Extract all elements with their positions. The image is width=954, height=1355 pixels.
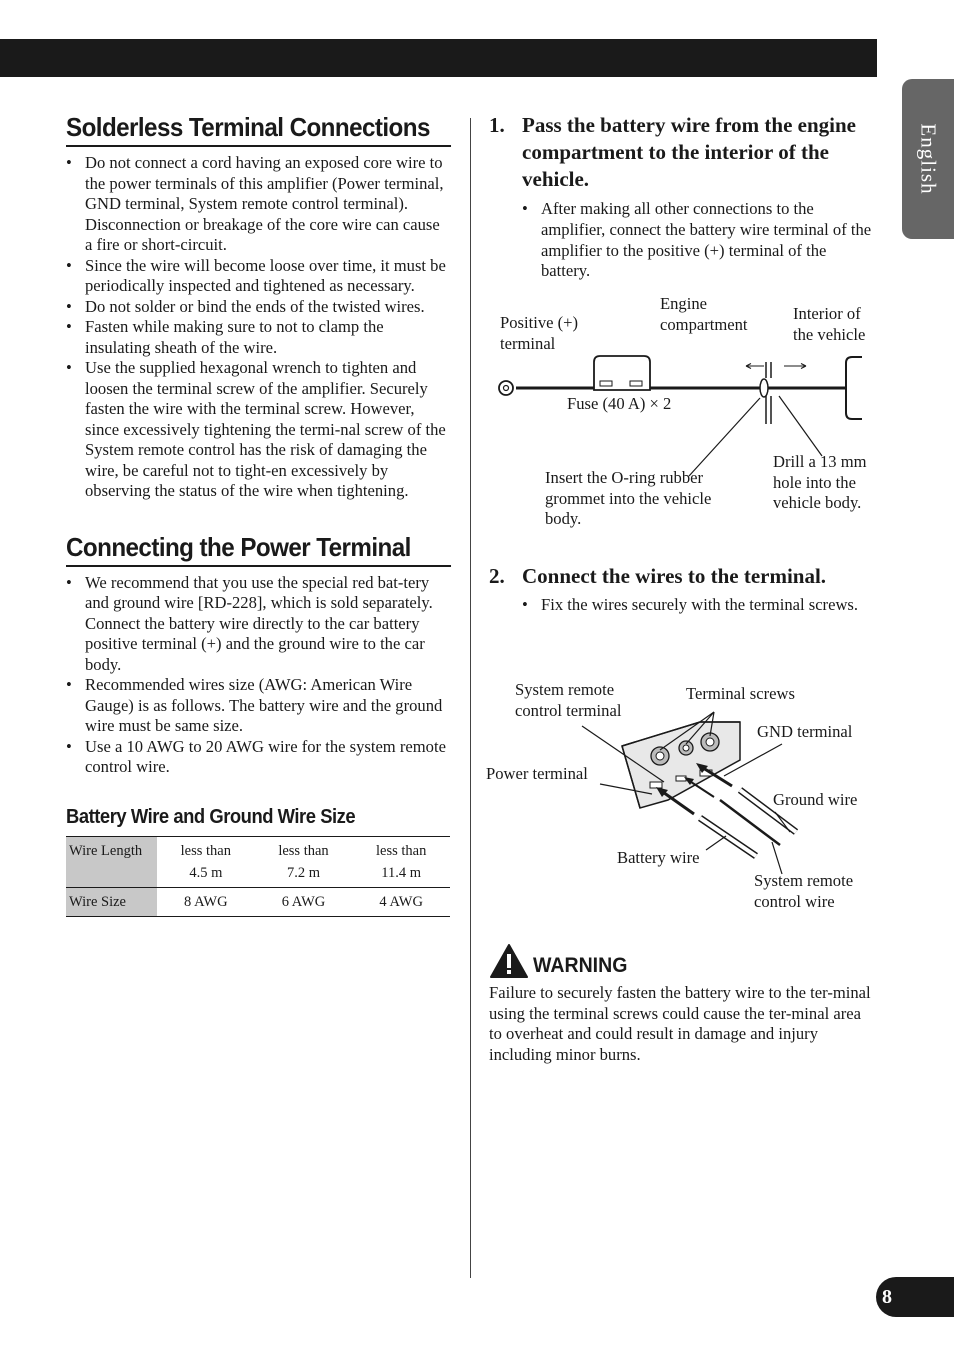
step-1: [489, 112, 879, 193]
warning-block: [489, 943, 874, 1065]
warning-icon: [489, 943, 529, 979]
fuse-label: Fuse (40 A) × 2: [567, 394, 672, 413]
step-2: [489, 563, 879, 590]
solderless-title: Solderless Terminal Connections: [66, 112, 451, 147]
page-number: 8: [876, 1277, 954, 1317]
list-item: • Do not connect a cord having an exposed core wire to the power terminals of this amplifier (Power terminal, GND terminal, System remote control terminal). Disconnection or breakage of the core wire can cause a fire or short-circuit.: [66, 153, 450, 256]
warning-title: WARNING: [533, 954, 628, 977]
system-remote-terminal-label: System remote control terminal: [515, 680, 622, 720]
table-row: [66, 887, 450, 916]
wire-size-title: Battery Wire and Ground Wire Size: [66, 805, 356, 828]
left-column: [66, 112, 450, 917]
drill-label: Drill a 13 mm hole into the vehicle body.: [773, 452, 867, 512]
list-item: • Recommended wires size (AWG: American Wire Gauge) is as follows. The battery wire and the ground wire must be same size.: [66, 675, 450, 737]
battery-wire-label: Battery wire: [617, 848, 700, 867]
positive-terminal-label: Positive (+) terminal: [500, 313, 579, 353]
warning-header: [489, 943, 874, 979]
interior-label: Interior of the vehicle: [793, 304, 866, 344]
terminal-screws-label: Terminal screws: [686, 684, 795, 703]
step-text: Pass the battery wire from the engine compartment to the interior of the vehicle.: [522, 113, 856, 191]
header-bar: [0, 39, 877, 77]
list-item: • After making all other connections to the amplifier, connect the battery wire terminal of the amplifier to the positive (+) terminal of the battery.: [522, 199, 879, 282]
grommet-label: Insert the O-ring rubber grommet into the vehicle body.: [545, 468, 712, 528]
warning-text: Failure to securely fasten the battery wire to the ter-minal using the terminal screws could cause the ter-minal area to overheat and could result in damage and injury including minor burns.: [489, 983, 871, 1064]
list-item: • We recommend that you use the special red bat-tery and ground wire [RD-228], which is sold separately. Connect the battery wire directly to the car battery positive terminal (+) and the ground wire to the car body.: [66, 573, 450, 676]
list-item: • Do not solder or bind the ends of the twisted wires.: [66, 297, 450, 318]
right-column: [489, 112, 879, 282]
list-item: • Fix the wires securely with the terminal screws.: [522, 595, 879, 616]
table-cell: 6 AWG: [255, 887, 353, 916]
list-item: • Since the wire will become loose over time, it must be periodically inspected and tightened as necessary.: [66, 256, 450, 297]
step-text: Connect the wires to the terminal.: [522, 564, 827, 588]
list-item: • Use a 10 AWG to 20 AWG wire for the system remote control wire.: [66, 737, 450, 778]
language-tab[interactable]: [902, 79, 954, 239]
table-cell: less than 7.2 m: [255, 836, 353, 887]
grommet-icon: [760, 379, 768, 397]
wire-size-label: Wire Size: [66, 887, 157, 916]
solderless-bullets: [66, 153, 450, 502]
gnd-terminal-label: GND terminal: [757, 722, 853, 741]
step-2-bullets: [522, 595, 879, 616]
engine-compartment-label: Engine compartment: [660, 294, 748, 334]
table-cell: less than 4.5 m: [157, 836, 255, 887]
table-cell: 4 AWG: [352, 887, 450, 916]
step-2-block: [489, 563, 879, 616]
table-cell: less than 11.4 m: [352, 836, 450, 887]
system-remote-wire-label: System remote control wire: [754, 871, 854, 911]
ground-wire-label: Ground wire: [773, 790, 858, 809]
table-cell: 8 AWG: [157, 887, 255, 916]
step-number: 2.: [489, 564, 505, 588]
list-item: • Use the supplied hexagonal wrench to tighten and loosen the terminal screw of the amplifier. Securely fasten the wire with the terminal screw. However, since excessively tightening the termi-nal screw of the System remote control has the risk of damaging the wire, be careful not to tight-en excessively by observing the status of the wire when tightening.: [66, 358, 450, 502]
table-row: [66, 836, 450, 887]
step-1-bullets: [522, 199, 879, 282]
step-number: 1.: [489, 113, 505, 137]
power-bullets: [66, 573, 450, 778]
power-terminal-label: Power terminal: [486, 764, 588, 783]
amplifier-connector-icon: [846, 357, 862, 419]
wire-size-table: [66, 836, 450, 917]
language-tab-label: English: [916, 123, 941, 195]
list-item: • Fasten while making sure to not to clamp the insulating sheath of the wire.: [66, 317, 450, 358]
column-divider: [470, 118, 471, 1278]
wire-length-label: Wire Length: [66, 836, 157, 887]
power-terminal-title: Connecting the Power Terminal: [66, 532, 451, 567]
